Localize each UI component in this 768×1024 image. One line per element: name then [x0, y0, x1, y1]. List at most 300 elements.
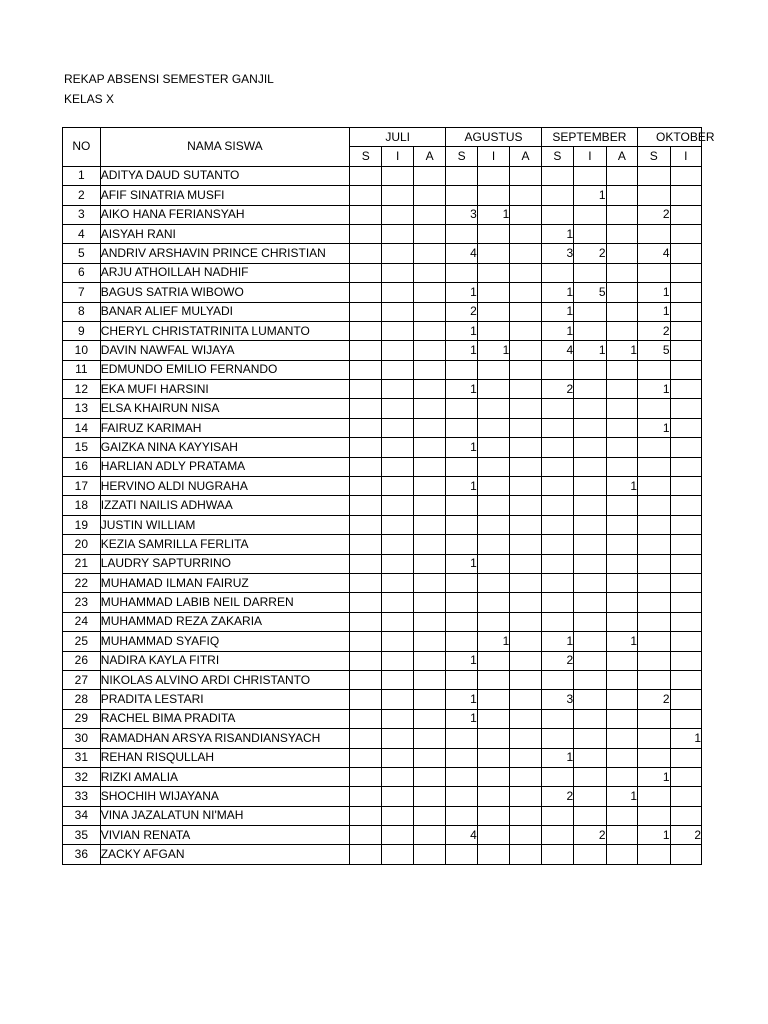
attendance-cell: 1	[670, 729, 701, 748]
table-row	[63, 573, 702, 592]
table-row	[63, 244, 702, 263]
attendance-rows	[63, 166, 702, 864]
attendance-cell	[574, 612, 606, 631]
attendance-cell: 1	[638, 826, 670, 845]
attendance-cell	[638, 535, 670, 554]
attendance-cell	[606, 845, 637, 864]
attendance-cell	[638, 554, 670, 573]
attendance-cell	[382, 263, 413, 282]
row-number: 21	[63, 554, 101, 573]
attendance-cell	[510, 283, 541, 302]
attendance-cell	[477, 515, 509, 534]
attendance-cell: 3	[446, 205, 477, 224]
attendance-cell	[638, 651, 670, 670]
attendance-cell	[574, 651, 606, 670]
table-row	[63, 457, 702, 476]
attendance-cell	[541, 554, 573, 573]
attendance-cell	[382, 709, 413, 728]
row-number: 15	[63, 438, 101, 457]
attendance-cell	[670, 380, 701, 399]
attendance-cell	[670, 554, 701, 573]
attendance-cell	[350, 690, 382, 709]
attendance-cell	[541, 515, 573, 534]
attendance-cell	[382, 477, 413, 496]
attendance-cell	[670, 166, 701, 185]
attendance-cell	[670, 283, 701, 302]
header-code-cell: S	[350, 147, 382, 166]
row-number: 28	[63, 690, 101, 709]
attendance-cell	[606, 535, 637, 554]
attendance-cell	[574, 360, 606, 379]
attendance-cell	[670, 418, 701, 437]
attendance-cell	[350, 632, 382, 651]
attendance-cell	[606, 612, 637, 631]
attendance-cell	[382, 593, 413, 612]
attendance-cell	[510, 205, 541, 224]
table-row	[63, 302, 702, 321]
student-name: REHAN RISQULLAH	[100, 748, 349, 767]
attendance-cell	[606, 438, 637, 457]
attendance-cell	[477, 263, 509, 282]
attendance-cell	[541, 535, 573, 554]
attendance-cell: 1	[446, 283, 477, 302]
table-row	[63, 612, 702, 631]
attendance-cell	[574, 690, 606, 709]
attendance-cell	[670, 457, 701, 476]
attendance-cell	[413, 748, 445, 767]
table-row	[63, 438, 702, 457]
student-name: DAVIN NAWFAL WIJAYA	[100, 341, 349, 360]
attendance-cell	[350, 477, 382, 496]
attendance-cell	[413, 438, 445, 457]
table-row	[63, 166, 702, 185]
attendance-cell	[477, 573, 509, 592]
row-number: 1	[63, 166, 101, 185]
attendance-cell	[606, 302, 637, 321]
attendance-cell: 5	[574, 283, 606, 302]
attendance-cell	[446, 806, 477, 825]
header-month-oktober: OKTOBER	[638, 128, 702, 147]
attendance-cell	[382, 670, 413, 689]
attendance-cell	[446, 360, 477, 379]
student-name: MUHAMMAD LABIB NEIL DARREN	[100, 593, 349, 612]
attendance-cell	[446, 263, 477, 282]
attendance-cell	[541, 670, 573, 689]
attendance-cell	[510, 535, 541, 554]
attendance-cell	[413, 283, 445, 302]
attendance-cell	[413, 166, 445, 185]
attendance-cell	[413, 399, 445, 418]
attendance-cell: 2	[574, 826, 606, 845]
attendance-cell	[638, 166, 670, 185]
table-row	[63, 729, 702, 748]
attendance-cell	[574, 767, 606, 786]
attendance-cell	[477, 767, 509, 786]
attendance-cell	[574, 593, 606, 612]
row-number: 8	[63, 302, 101, 321]
attendance-cell	[510, 457, 541, 476]
attendance-cell	[477, 186, 509, 205]
attendance-cell	[606, 418, 637, 437]
attendance-cell	[413, 787, 445, 806]
attendance-cell: 1	[446, 690, 477, 709]
attendance-cell: 2	[541, 380, 573, 399]
table-row	[63, 690, 702, 709]
attendance-cell	[574, 477, 606, 496]
attendance-cell	[350, 573, 382, 592]
attendance-cell	[350, 186, 382, 205]
attendance-cell	[510, 321, 541, 340]
attendance-cell	[413, 186, 445, 205]
attendance-cell	[350, 496, 382, 515]
attendance-cell: 2	[638, 690, 670, 709]
attendance-cell	[541, 496, 573, 515]
row-number: 23	[63, 593, 101, 612]
attendance-cell	[446, 787, 477, 806]
student-name: ELSA KHAIRUN NISA	[100, 399, 349, 418]
table-row	[63, 806, 702, 825]
attendance-cell	[574, 632, 606, 651]
attendance-cell	[574, 205, 606, 224]
student-name: VIVIAN RENATA	[100, 826, 349, 845]
attendance-cell	[382, 418, 413, 437]
attendance-cell	[446, 496, 477, 515]
attendance-cell	[382, 554, 413, 573]
attendance-cell: 4	[638, 244, 670, 263]
attendance-cell	[446, 418, 477, 437]
attendance-cell: 1	[574, 186, 606, 205]
attendance-cell	[574, 418, 606, 437]
attendance-cell	[382, 767, 413, 786]
attendance-cell: 1	[446, 554, 477, 573]
attendance-cell	[510, 670, 541, 689]
attendance-cell	[510, 515, 541, 534]
attendance-cell	[574, 806, 606, 825]
student-name: ARJU ATHOILLAH NADHIF	[100, 263, 349, 282]
attendance-cell	[638, 593, 670, 612]
attendance-cell	[670, 341, 701, 360]
student-name: ZACKY AFGAN	[100, 845, 349, 864]
attendance-cell	[606, 263, 637, 282]
attendance-cell	[350, 709, 382, 728]
attendance-cell	[477, 438, 509, 457]
header-code-cell: A	[413, 147, 445, 166]
header-code-cell: S	[446, 147, 477, 166]
attendance-cell	[541, 729, 573, 748]
attendance-cell	[510, 593, 541, 612]
attendance-cell	[382, 457, 413, 476]
attendance-cell	[638, 224, 670, 243]
row-number: 5	[63, 244, 101, 263]
attendance-cell	[446, 224, 477, 243]
student-name: SHOCHIH WIJAYANA	[100, 787, 349, 806]
attendance-cell	[574, 670, 606, 689]
attendance-cell	[382, 360, 413, 379]
attendance-cell	[510, 302, 541, 321]
attendance-cell	[413, 573, 445, 592]
header-code-cell: A	[606, 147, 637, 166]
attendance-cell	[510, 826, 541, 845]
attendance-cell	[477, 418, 509, 437]
attendance-cell	[638, 186, 670, 205]
attendance-cell	[510, 166, 541, 185]
attendance-cell	[446, 612, 477, 631]
attendance-cell	[382, 787, 413, 806]
attendance-cell	[382, 806, 413, 825]
attendance-cell	[350, 283, 382, 302]
student-name: HERVINO ALDI NUGRAHA	[100, 477, 349, 496]
attendance-cell	[638, 438, 670, 457]
attendance-cell	[446, 670, 477, 689]
attendance-cell	[446, 767, 477, 786]
attendance-cell	[638, 477, 670, 496]
attendance-cell	[413, 709, 445, 728]
row-number: 25	[63, 632, 101, 651]
attendance-cell	[606, 670, 637, 689]
attendance-cell	[477, 806, 509, 825]
attendance-cell	[541, 399, 573, 418]
header-code-cell: I	[477, 147, 509, 166]
attendance-cell	[541, 767, 573, 786]
attendance-cell	[606, 166, 637, 185]
attendance-cell	[477, 651, 509, 670]
attendance-cell	[510, 767, 541, 786]
attendance-cell	[541, 186, 573, 205]
attendance-cell	[638, 360, 670, 379]
attendance-cell	[574, 845, 606, 864]
attendance-cell	[382, 166, 413, 185]
attendance-cell	[446, 457, 477, 476]
attendance-cell	[541, 418, 573, 437]
student-name: NADIRA KAYLA FITRI	[100, 651, 349, 670]
attendance-cell	[670, 263, 701, 282]
attendance-cell	[477, 244, 509, 263]
attendance-cell	[477, 166, 509, 185]
attendance-cell	[382, 321, 413, 340]
student-name: JUSTIN WILLIAM	[100, 515, 349, 534]
attendance-cell	[382, 612, 413, 631]
row-number: 34	[63, 806, 101, 825]
attendance-cell	[413, 612, 445, 631]
attendance-cell	[413, 515, 445, 534]
attendance-cell	[350, 593, 382, 612]
attendance-cell: 1	[606, 477, 637, 496]
attendance-cell	[510, 477, 541, 496]
attendance-cell	[510, 612, 541, 631]
attendance-cell	[382, 690, 413, 709]
student-name: EDMUNDO EMILIO FERNANDO	[100, 360, 349, 379]
attendance-cell	[350, 399, 382, 418]
attendance-cell: 1	[574, 341, 606, 360]
attendance-cell	[413, 554, 445, 573]
attendance-cell	[638, 263, 670, 282]
attendance-cell	[606, 515, 637, 534]
row-number: 9	[63, 321, 101, 340]
attendance-cell	[510, 399, 541, 418]
attendance-cell: 1	[446, 341, 477, 360]
attendance-cell	[413, 302, 445, 321]
attendance-cell	[477, 748, 509, 767]
attendance-cell	[382, 632, 413, 651]
attendance-cell	[510, 632, 541, 651]
attendance-cell	[477, 399, 509, 418]
attendance-cell	[670, 670, 701, 689]
attendance-cell	[574, 709, 606, 728]
attendance-cell	[510, 360, 541, 379]
row-number: 12	[63, 380, 101, 399]
attendance-cell	[606, 283, 637, 302]
student-name: KEZIA SAMRILLA FERLITA	[100, 535, 349, 554]
attendance-cell	[541, 612, 573, 631]
attendance-cell	[541, 457, 573, 476]
attendance-cell	[670, 515, 701, 534]
attendance-cell	[350, 360, 382, 379]
header-row-months	[63, 128, 702, 147]
attendance-sheet	[62, 127, 715, 867]
attendance-cell	[382, 573, 413, 592]
attendance-cell: 1	[638, 380, 670, 399]
attendance-cell	[574, 457, 606, 476]
student-name: RIZKI AMALIA	[100, 767, 349, 786]
attendance-cell	[638, 748, 670, 767]
student-name: BAGUS SATRIA WIBOWO	[100, 283, 349, 302]
header-name: NAMA SISWA	[100, 128, 349, 167]
attendance-cell	[670, 709, 701, 728]
attendance-cell	[638, 806, 670, 825]
table-row	[63, 554, 702, 573]
table-row	[63, 748, 702, 767]
attendance-cell	[382, 341, 413, 360]
table-row	[63, 826, 702, 845]
attendance-cell: 1	[477, 341, 509, 360]
attendance-cell	[382, 224, 413, 243]
attendance-cell	[413, 360, 445, 379]
attendance-cell	[446, 399, 477, 418]
table-row	[63, 205, 702, 224]
attendance-cell: 1	[446, 709, 477, 728]
table-row	[63, 651, 702, 670]
row-number: 11	[63, 360, 101, 379]
attendance-cell	[350, 166, 382, 185]
attendance-cell	[670, 593, 701, 612]
student-name: ANDRIV ARSHAVIN PRINCE CHRISTIAN	[100, 244, 349, 263]
attendance-cell	[510, 690, 541, 709]
attendance-cell	[477, 457, 509, 476]
attendance-cell	[670, 651, 701, 670]
table-row	[63, 477, 702, 496]
attendance-cell	[350, 729, 382, 748]
attendance-cell	[413, 341, 445, 360]
header-month-juli: JULI	[350, 128, 446, 147]
attendance-cell	[382, 380, 413, 399]
attendance-cell	[670, 438, 701, 457]
row-number: 14	[63, 418, 101, 437]
attendance-cell	[382, 729, 413, 748]
attendance-cell	[382, 826, 413, 845]
attendance-cell: 2	[670, 826, 701, 845]
attendance-cell	[638, 670, 670, 689]
attendance-cell: 1	[541, 632, 573, 651]
attendance-cell	[382, 651, 413, 670]
attendance-cell	[638, 709, 670, 728]
attendance-cell	[574, 573, 606, 592]
student-name: ADITYA DAUD SUTANTO	[100, 166, 349, 185]
row-number: 17	[63, 477, 101, 496]
attendance-cell	[413, 380, 445, 399]
student-name: RACHEL BIMA PRADITA	[100, 709, 349, 728]
attendance-cell	[541, 477, 573, 496]
attendance-cell	[382, 845, 413, 864]
row-number: 20	[63, 535, 101, 554]
table-row	[63, 496, 702, 515]
attendance-cell	[638, 632, 670, 651]
row-number: 31	[63, 748, 101, 767]
attendance-cell	[670, 632, 701, 651]
attendance-cell	[574, 302, 606, 321]
table-row	[63, 535, 702, 554]
attendance-cell: 1	[477, 632, 509, 651]
attendance-cell	[670, 244, 701, 263]
attendance-cell	[382, 535, 413, 554]
attendance-cell	[477, 670, 509, 689]
attendance-cell	[382, 283, 413, 302]
attendance-cell: 1	[446, 321, 477, 340]
attendance-cell	[606, 380, 637, 399]
attendance-cell: 1	[446, 477, 477, 496]
row-number: 33	[63, 787, 101, 806]
attendance-cell: 2	[574, 244, 606, 263]
attendance-cell	[606, 321, 637, 340]
attendance-cell	[350, 263, 382, 282]
attendance-cell	[574, 438, 606, 457]
attendance-cell	[446, 729, 477, 748]
attendance-cell	[382, 438, 413, 457]
attendance-cell	[413, 496, 445, 515]
attendance-cell	[574, 263, 606, 282]
attendance-cell	[350, 787, 382, 806]
attendance-cell: 1	[446, 380, 477, 399]
attendance-cell	[510, 380, 541, 399]
row-number: 4	[63, 224, 101, 243]
attendance-cell	[350, 767, 382, 786]
attendance-cell	[413, 321, 445, 340]
attendance-cell	[413, 244, 445, 263]
attendance-cell	[606, 399, 637, 418]
attendance-cell: 2	[541, 651, 573, 670]
student-name: GAIZKA NINA KAYYISAH	[100, 438, 349, 457]
attendance-cell	[606, 573, 637, 592]
attendance-cell	[477, 826, 509, 845]
row-number: 16	[63, 457, 101, 476]
attendance-cell: 1	[541, 302, 573, 321]
attendance-cell	[510, 729, 541, 748]
row-number: 19	[63, 515, 101, 534]
attendance-cell	[574, 224, 606, 243]
attendance-cell	[638, 845, 670, 864]
attendance-cell	[446, 186, 477, 205]
attendance-cell	[606, 224, 637, 243]
attendance-cell	[510, 845, 541, 864]
attendance-cell	[350, 321, 382, 340]
attendance-cell	[413, 845, 445, 864]
attendance-cell	[413, 418, 445, 437]
row-number: 36	[63, 845, 101, 864]
attendance-cell	[670, 690, 701, 709]
attendance-cell	[446, 748, 477, 767]
student-name: PRADITA LESTARI	[100, 690, 349, 709]
attendance-cell	[382, 399, 413, 418]
attendance-cell	[382, 205, 413, 224]
